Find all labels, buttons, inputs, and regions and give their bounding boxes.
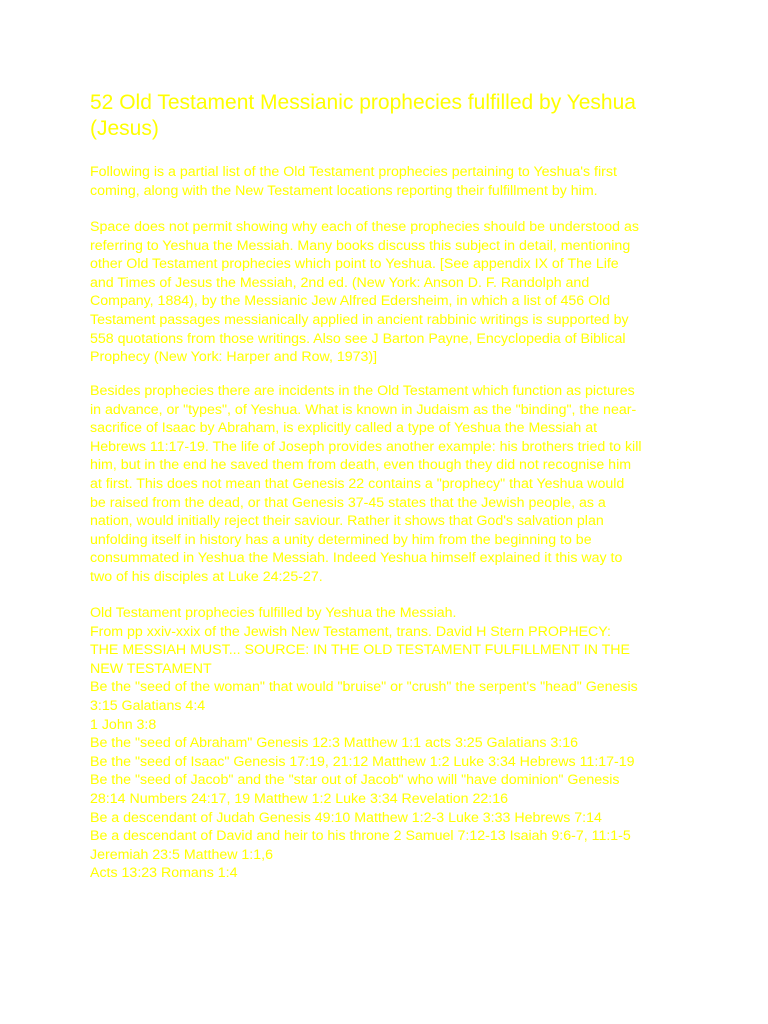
intro-paragraph: Following is a partial list of the Old Testament prophecies pertaining to Yeshua's first coming, along with the New Testament locations reporting their fulfillment by him. xyxy=(90,164,617,199)
types-paragraph: Besides prophecies there are incidents in the Old Testament which function as pictures in advance, or "types", of Yeshua. What is known in Judaism as the "binding", the near- sacrifice of Isaac by Abraham, is explicitly called a type of Yeshua the Messiah at Hebrews 11:17-19. The life of Joseph provides another example: his brothers tried to kill him, but in the end he saved them from death, even though they did not recognise him at first. This does not mean that Genesis 22 contains a "prophecy" that Yeshua would be raised from the dead, or that Genesis 37-45 states that the Jewish people, as a nation, would initially reject their saviour. Rather it shows that God's salvation plan unfolding itself in history has a unity determined by him from the beginning to be consummated in Yeshua the Messiah. Indeed Yeshua himself explained it this way to two of his disciples at Luke 24:25-27. xyxy=(90,383,642,585)
prophecy-list: Old Testament prophecies fulfilled by Yeshua the Messiah. From pp xxiv-xxix of the Jewish New Testament, trans. David H Stern PROPHECY: THE MESSIAH MUST... SOURCE: IN THE OLD TESTAMENT FULFILLMENT IN THE NEW TESTAMENT Be the "seed of the woman" that would "bruise" or "crush" the serpent's "head" Genesis 3:15 Galatians 4:4 1 John 3:8 Be the "seed of Abraham" Genesis 12:3 Matthew 1:1 acts 3:25 Galatians 3:16 Be the "seed of Isaac" Genesis 17:19, 21:12 Matthew 1:2 Luke 3:34 Hebrews 11:17-19 Be the "seed of Jacob" and the "star out of Jacob" who will "have dominion" Genesis 28:14 Numbers 24:17, 19 Matthew 1:2 Luke 3:34 Revelation 22:16 Be a descendant of Judah Genesis 49:10 Matthew 1:2-3 Luke 3:33 Hebrews 7:14 Be a descendant of David and heir to his throne 2 Samuel 7:12-13 Isaiah 9:6-7, 11:1-5 Jeremiah 23:5 Matthew 1:1,6 Acts 13:23 Romans 1:4 xyxy=(90,605,638,882)
references-paragraph: Space does not permit showing why each of these prophecies should be understood as referring to Yeshua the Messiah. Many books discuss this subject in detail, mentioning other Old Testament prophecies which point to Yeshua. [See appendix IX of The Life and Times of Jesus the Messiah, 2nd ed. (New York: Anson D. F. Randolph and Company, 1884), by the Messianic Jew Alfred Edersheim, in which a list of 456 Old Testament passages messianically applied in ancient rabbinic writings is supported by 558 quotations from those writings. Also see J Barton Payne, Encyclopedia of Biblical Prophecy (New York: Harper and Row, 1973)] xyxy=(90,219,639,366)
page-title: 52 Old Testament Messianic prophecies fulfilled by Yeshua (Jesus) xyxy=(90,91,636,140)
